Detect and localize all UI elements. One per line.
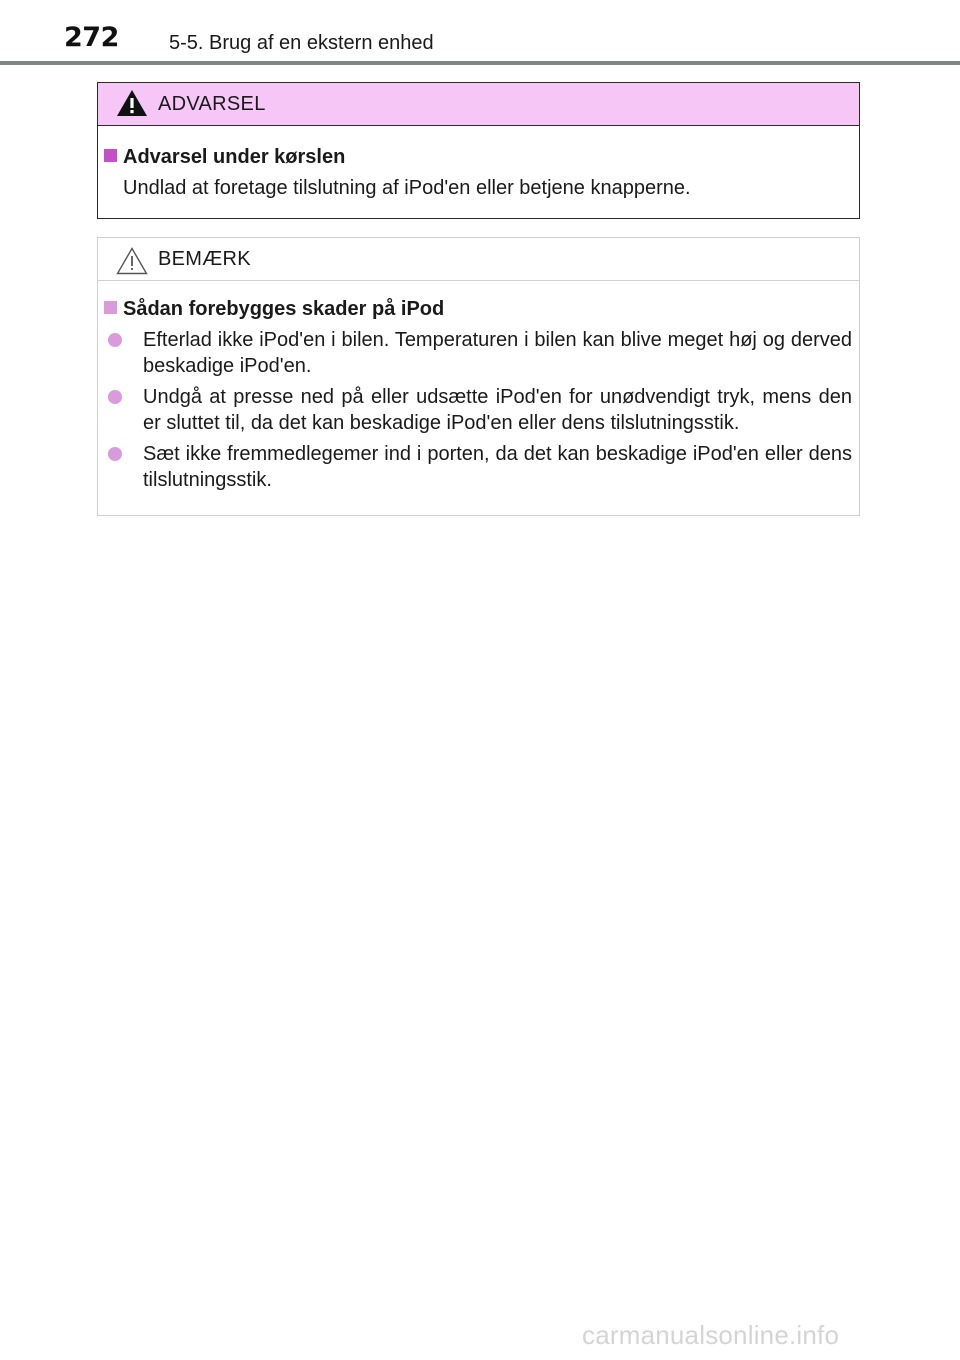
header-divider	[0, 61, 960, 65]
page-header	[0, 0, 960, 66]
round-bullet-icon	[108, 333, 122, 347]
list-item	[108, 327, 852, 379]
warning-header	[98, 83, 859, 126]
warning-subhead	[104, 146, 345, 169]
list-item	[108, 441, 852, 493]
notice-subhead	[104, 298, 444, 321]
notice-header	[98, 238, 859, 281]
round-bullet-icon	[108, 447, 122, 461]
caution-triangle-outline-icon	[116, 247, 148, 275]
warning-triangle-icon	[116, 89, 148, 117]
section-title: 5-5. Brug af en ekstern enhed	[169, 32, 434, 54]
notice-subhead-text: Sådan forebygges skader på iPod	[123, 298, 445, 320]
list-item-text: Undgå at presse ned på eller udsætte iPod'en for unødvendigt tryk, mens den er sluttet til, da det kan beskadige iPod'en eller dens tilslutningsstik.	[143, 386, 852, 434]
round-bullet-icon	[108, 390, 122, 404]
square-bullet-icon	[104, 149, 117, 162]
notice-label: BEMÆRK	[158, 248, 251, 270]
warning-text: Undlad at foretage tilslutning af iPod'en eller betjene knapperne.	[123, 177, 691, 199]
square-bullet-icon	[104, 301, 117, 314]
page-number: 272	[64, 22, 119, 53]
warning-label: ADVARSEL	[158, 93, 266, 115]
footer-watermark: carmanualsonline.info	[582, 1320, 840, 1350]
list-item	[108, 384, 852, 436]
list-item-text: Efterlad ikke iPod'en i bilen. Temperaturen i bilen kan blive meget høj og derved beskadige iPod'en.	[143, 329, 852, 377]
warning-box	[97, 82, 860, 219]
list-item-text: Sæt ikke fremmedlegemer ind i porten, da det kan beskadige iPod'en eller dens tilslutningsstik.	[143, 443, 852, 491]
notice-box	[97, 237, 860, 516]
warning-subhead-text: Advarsel under kørslen	[123, 146, 346, 168]
